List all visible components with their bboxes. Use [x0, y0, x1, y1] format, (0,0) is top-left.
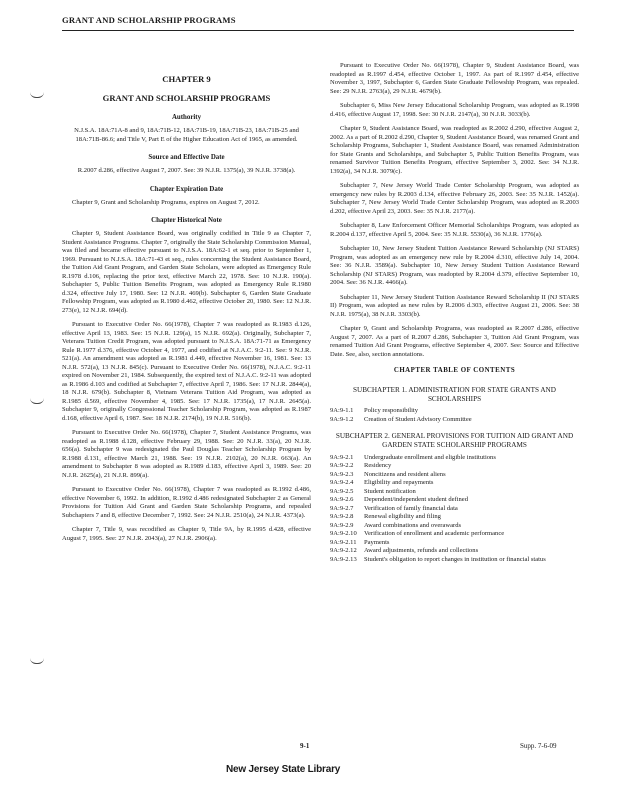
history-paragraph: Pursuant to Executive Order No. 66(1978), Chapter 7 was readopted as R.1983 d.126, effective April 13, 1983. See: 15 N.J.R. 129(a), 15 N.J.R. 692(a). Originally, Subchapter 7, Veterans Tuition Credit Program, was adopted pursuant to N.J.S.A. 18A:71-71 as Emergency Rule R.1977 d.376, effective October 4, 1977, and codified at N.J.A.C. 9:2-11. See: 9 N.J.R. 521(a). An amendment was adopted as R.1981 d.449, effective November 16, 1981. See: 13 N.J.R. 572(a), 13 N.J.R. 845(c). Pursuant to Executive Order No. 66(1978), N.J.A.C. 9:2-11 expired on November 21, 1984. Subsequently, the expired text of N.J.A.C. 9:2-11 was adopted as R.1986 d.103 and codified at Subchapter 7, effective April 7, 1986. See: 17 N.J.R. 2844(a), 18 N.J.R. 679(b). Subchapter 8, Vietnam Veterans Tuition Aid Program, was adopted as R.1985 d.569, effective November 4, 1985. See: 17 N.J.R. 1735(a), 17 N.J.R. 2645(a). Subchapter 9, originally Congressional Teacher Scholarship Program, was adopted as R.1987 d.168, effective April 6, 1987. See: 18 N.J.R. 2174(b), 19 N.J.R. 516(b).	[62, 321, 311, 422]
toc-item-number: 9A:9-2.1	[330, 453, 354, 461]
library-stamp: New Jersey State Library	[226, 764, 341, 775]
toc-item[interactable]	[330, 416, 579, 425]
toc-item-text: Student notification	[364, 487, 416, 495]
history-paragraph: Chapter 9, Student Assistance Board, was readopted as R.2002 d.290, effective August 2, 2002. As a part of R.2002 d.290, Chapter 9, Student Assistance Board, was renamed Grant and Scholarship Programs, Subchapter 1, Student Assistance Board, was renamed Administration for State Grants and Scholarships, and Subchapter 5, Public Tuition Benefits Program, was renamed Survivor Tuition Benefits Program, effective September 3, 2002. See: 34 N.J.R. 1392(a), 34 N.J.R. 3079(c).	[330, 125, 579, 175]
history-paragraph: Chapter 7, Title 9, was recodified as Chapter 9, Title 9A, by R.1995 d.428, effective August 7, 1995. See: 27 N.J.R. 2043(a), 27 N.J.R. 2906(a).	[62, 526, 311, 542]
toc-item-text: Verification of enrollment and academic performance	[364, 530, 505, 538]
toc-heading: CHAPTER TABLE OF CONTENTS	[393, 367, 516, 374]
subchapter-1-title: SUBCHAPTER 1. ADMINISTRATION FOR STATE GRANTS AND SCHOLARSHIPS	[353, 385, 556, 403]
expiration-heading: Chapter Expiration Date	[149, 185, 224, 193]
toc-item-text: Policy responsibility	[364, 407, 419, 415]
history-paragraph: Subchapter 10, New Jersey Student Tuition Assistance Reward Scholarship (NJ STARS) Program, was adopted as an emergency new rule by R.2004 d.310, effective July 14, 2004. See: 36 N.J.R. 3589(a). Subchapter 10, New Jersey Student Tuition Assistance Reward Scholarship (NJ STARS) Program, was readopted by R.2004 d.379, effective September 10, 2004. See: 36 N.J.R. 4466(a).	[330, 245, 579, 286]
toc-item[interactable]	[330, 547, 579, 556]
toc-item[interactable]	[330, 462, 579, 471]
toc-item-text: Noncitizens and resident aliens	[364, 470, 446, 478]
toc-item-number: 9A:9-2.11	[330, 538, 357, 546]
toc-item-number: 9A:9-2.13	[330, 555, 357, 563]
margin-mark	[30, 398, 44, 404]
toc-item-number: 9A:9-2.3	[330, 470, 354, 478]
toc-item-text: Undergraduate enrollment and eligible institutions	[364, 453, 496, 461]
left-column	[62, 60, 311, 549]
toc-item-text: Creation of Student Advisory Committee	[364, 415, 472, 423]
toc-item-text: Verification of family financial data	[364, 504, 458, 512]
history-paragraph: Pursuant to Executive Order No. 66(1978), Chapter 7 was readopted as R.1992 d.486, effective November 6, 1992. In addition, R.1992 d.486 redesignated Subchapter 2 as General Provisions for Tuition Aid Grant and Garden State Scholarship Programs, and repealed Subchapters 7 and 8, effective December 7, 1992. See: 24 N.J.R. 2510(a), 24 N.J.R. 4373(a).	[62, 486, 311, 519]
history-paragraph: Subchapter 8, Law Enforcement Officer Memorial Scholarships Program, was adopted as R.2004 d.137, effective April 5, 2004. See: 35 N.J.R. 5530(a), 36 N.J.R. 1776(a).	[330, 222, 579, 238]
authority-heading: Authority	[171, 114, 202, 122]
toc-item-number: 9A:9-2.12	[330, 547, 357, 555]
history-paragraph: Pursuant to Executive Order No. 66(1978), Chapter 7, Student Assistance Programs, was readopted as R.1988 d.128, effective February 29, 1988. See: 20 N.J.R. 33(a), 20 N.J.R. 656(a). Subchapter 9 was redesignated the Paul Douglas Teacher Scholarship Program by R.1988 d.131, effective March 21, 1988. See: 19 N.J.R. 2102(a), 20 N.J.R. 663(a). An amendment to Subchapter 8 was adopted as R.1989 d.183, effective April 3, 1989. See: 20 N.J.R. 2625(a), 21 N.J.R. 899(a).	[62, 429, 311, 479]
toc-item-number: 9A:9-2.6	[330, 496, 354, 504]
history-paragraph: Chapter 9, Student Assistance Board, was originally codified in Title 9 as Chapter 7, Student Assistance Programs. Chapter 7, originally the State Scholarship Commission Manual, was filed and became effective pursuant to N.J.S.A. 18A:62-1 et seq. prior to September 1, 1969. Pursuant to N.J.S.A. 18A:71-43 et seq., rules concerning the Student Assistance Board, the Tuition Aid Grant Program, and Garden State Scholars, were adopted as Emergency Rule R.1978 d.106, replacing the prior text, effective March 22, 1978. See: 10 N.J.R. 190(a). Subchapter 5, Public Tuition Benefits Program, was adopted as Emergency Rule R.1980 d.324, effective July 17, 1980. See: 12 N.J.R. 469(b). Subchapter 6, Garden State Graduate Fellowship Program, was adopted as R.1980 d.462, effective October 20, 1980. See: 12 N.J.R. 273(e), 12 N.J.R. 694(d).	[62, 230, 311, 314]
toc-item-text: Award combinations and overawards	[364, 521, 462, 529]
history-heading: Chapter Historical Note	[151, 217, 222, 225]
margin-mark	[30, 658, 44, 664]
margin-mark	[30, 92, 44, 98]
toc-item-text: Payments	[364, 538, 390, 546]
toc-item[interactable]	[330, 530, 579, 539]
toc-item-text: Award adjustments, refunds and collections	[364, 547, 479, 555]
history-paragraph: Subchapter 11, New Jersey Student Tuition Assistance Reward Scholarship II (NJ STARS II) Program, was adopted as new rules by R.2006 d.303, effective August 21, 2006. See: 38 N.J.R. 1975(a), 38 N.J.R. 3303(b).	[330, 293, 579, 318]
toc-item-number: 9A:9-2.5	[330, 487, 354, 495]
toc-item-number: 9A:9-2.7	[330, 504, 354, 512]
toc-item-number: 9A:9-2.8	[330, 513, 354, 521]
toc-item[interactable]	[330, 556, 579, 565]
history-paragraph: Subchapter 6, Miss New Jersey Educational Scholarship Program, was adopted as R.1998 d.416, effective August 17, 1998. See: 30 N.J.R. 2147(a), 30 N.J.R. 3033(b).	[330, 102, 579, 118]
toc-item-text: Eligibility and repayments	[364, 479, 434, 487]
toc-item-text: Residency	[364, 462, 392, 470]
toc-item[interactable]	[330, 479, 579, 488]
toc-item[interactable]	[330, 407, 579, 416]
toc-item-number: 9A:9-2.2	[330, 462, 354, 470]
toc-item-number: 9A:9-1.2	[330, 415, 354, 423]
page-number: 9-1	[300, 742, 310, 750]
toc-item[interactable]	[330, 488, 579, 497]
toc-item-text: Renewal eligibility and filing	[364, 513, 441, 521]
history-paragraph: Chapter 9, Grant and Scholarship Programs, was readopted as R.2007 d.286, effective August 7, 2007. As a part of R.2007 d.286, Subchapter 3, Tuition Aid Grant Program, was renamed Tuition Aid Grant Programs, effective September 4, 2007. See: Source and Effective Date. See, also, section annotations.	[330, 325, 579, 358]
toc-item[interactable]	[330, 539, 579, 548]
toc-item-text: Student's obligation to report changes in institution or financial status	[364, 555, 546, 563]
subchapter-1-list	[330, 407, 579, 424]
chapter-number: CHAPTER 9	[162, 74, 211, 84]
supplement-date: Supp. 7-6-09	[520, 742, 557, 750]
toc-item[interactable]	[330, 505, 579, 514]
toc-item[interactable]	[330, 496, 579, 505]
running-header: GRANT AND SCHOLARSHIP PROGRAMS	[62, 15, 236, 25]
toc-item[interactable]	[330, 454, 579, 463]
toc-item[interactable]	[330, 522, 579, 531]
right-column	[330, 62, 579, 564]
subchapter-2-title: SUBCHAPTER 2. GENERAL PROVISIONS FOR TUITION AID GRANT AND GARDEN STATE SCHOLARSHIP PROGRAMS	[335, 432, 574, 449]
toc-item-number: 9A:9-1.1	[330, 407, 354, 415]
toc-item-number: 9A:9-2.9	[330, 521, 354, 529]
history-paragraph: Pursuant to Executive Order No. 66(1978), Chapter 9, Student Assistance Board, was readopted as R.1997 d.454, effective October 1, 1997. As part of R.1997 d.454, effective November 3, 1997, Subchapter 6, Garden State Graduate Fellowship Program, was repealed. See: 29 N.J.R. 2763(a), 29 N.J.R. 4679(b).	[330, 62, 579, 95]
history-paragraph: Subchapter 7, New Jersey World Trade Center Scholarship Program, was adopted as emergency new rules by R.2003 d.134, effective February 26, 2003. See: 35 N.J.R. 1452(a). Subchapter 7, New Jersey World Trade Center Scholarship Program, was adopted as R.2003 d.202, effective April 23, 2003. See: 35 N.J.R. 2177(a).	[330, 182, 579, 215]
toc-item-number: 9A:9-2.10	[330, 530, 357, 538]
expiration-text: Chapter 9, Grant and Scholarship Programs, expires on August 7, 2012.	[72, 198, 260, 206]
toc-item[interactable]	[330, 471, 579, 480]
header-rule	[62, 30, 574, 31]
source-text: R.2007 d.286, effective August 7, 2007. See: 39 N.J.R. 1375(a), 39 N.J.R. 3738(a).	[77, 167, 296, 175]
authority-text: N.J.S.A. 18A:71A-8 and 9, 18A:71B-12, 18A:71B-19, 18A:71B-23, 18A:71B-25 and 18A:71B-86.6; and Title V, Part E of the Higher Education Act of 1965, as amended.	[74, 127, 299, 143]
toc-item[interactable]	[330, 513, 579, 522]
toc-item-number: 9A:9-2.4	[330, 479, 354, 487]
subchapter-2-list	[330, 454, 579, 565]
source-heading: Source and Effective Date	[148, 154, 225, 162]
toc-item-text: Dependent/independent student defined	[364, 496, 468, 504]
chapter-title: GRANT AND SCHOLARSHIP PROGRAMS	[102, 93, 271, 104]
